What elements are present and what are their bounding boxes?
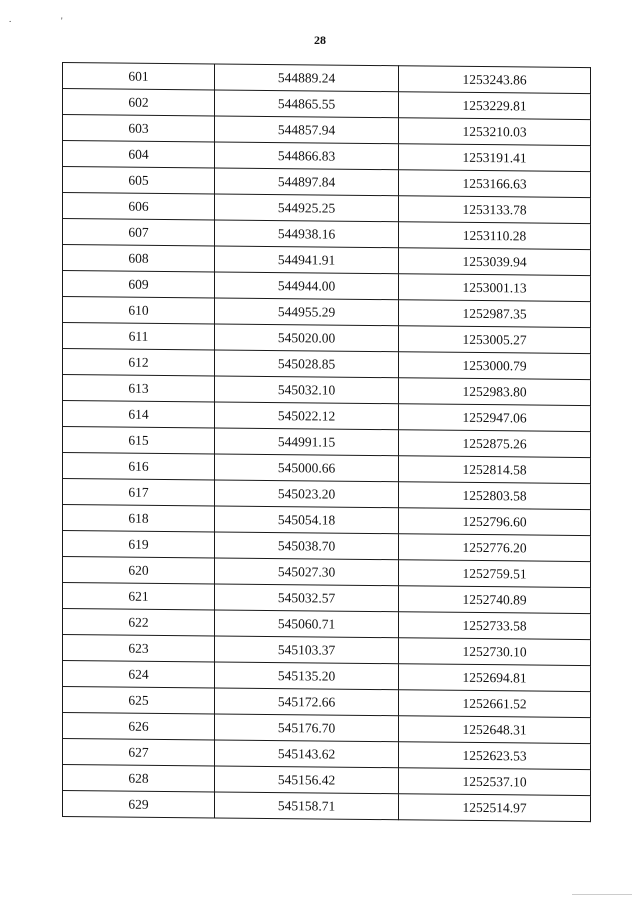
y-coordinate-cell: 1253005.27 [399, 326, 591, 354]
x-coordinate-cell: 544925.25 [215, 194, 399, 222]
table-row [63, 791, 591, 822]
point-number-cell: 624 [63, 661, 215, 688]
y-coordinate-cell: 1252987.35 [399, 300, 591, 328]
x-coordinate-cell: 545027.30 [215, 558, 399, 586]
y-coordinate-cell: 1253039.94 [399, 248, 591, 276]
point-number-cell: 616 [63, 453, 215, 480]
x-coordinate-cell: 545135.20 [215, 662, 399, 690]
x-coordinate-cell: 544866.83 [215, 142, 399, 170]
point-number-cell: 611 [63, 323, 215, 350]
point-number-cell: 608 [63, 245, 215, 272]
x-coordinate-cell: 545000.66 [215, 454, 399, 482]
coordinates-table-body [63, 63, 591, 822]
x-coordinate-cell: 544897.84 [215, 168, 399, 196]
y-coordinate-cell: 1252730.10 [399, 638, 591, 666]
x-coordinate-cell: 544889.24 [215, 64, 399, 92]
x-coordinate-cell: 544944.00 [215, 272, 399, 300]
x-coordinate-cell: 545156.42 [215, 766, 399, 794]
point-number-cell: 604 [63, 141, 215, 168]
x-coordinate-cell: 544865.55 [215, 90, 399, 118]
y-coordinate-cell: 1252875.26 [399, 430, 591, 458]
point-number-cell: 620 [63, 557, 215, 584]
y-coordinate-cell: 1253166.63 [399, 170, 591, 198]
x-coordinate-cell: 545143.62 [215, 740, 399, 768]
x-coordinate-cell: 544857.94 [215, 116, 399, 144]
point-number-cell: 627 [63, 739, 215, 766]
x-coordinate-cell: 544955.29 [215, 298, 399, 326]
point-number-cell: 613 [63, 375, 215, 402]
y-coordinate-cell: 1252796.60 [399, 508, 591, 536]
point-number-cell: 610 [63, 297, 215, 324]
y-coordinate-cell: 1253000.79 [399, 352, 591, 380]
point-number-cell: 621 [63, 583, 215, 610]
point-number-cell: 605 [63, 167, 215, 194]
point-number-cell: 614 [63, 401, 215, 428]
point-number-cell: 622 [63, 609, 215, 636]
point-number-cell: 603 [63, 115, 215, 142]
x-coordinate-cell: 545032.57 [215, 584, 399, 612]
y-coordinate-cell: 1252648.31 [399, 716, 591, 744]
x-coordinate-cell: 545054.18 [215, 506, 399, 534]
x-coordinate-cell: 545060.71 [215, 610, 399, 638]
y-coordinate-cell: 1252947.06 [399, 404, 591, 432]
y-coordinate-cell: 1252776.20 [399, 534, 591, 562]
x-coordinate-cell: 545158.71 [215, 792, 399, 820]
x-coordinate-cell: 544938.16 [215, 220, 399, 248]
point-number-cell: 609 [63, 271, 215, 298]
scan-edge-line [572, 894, 632, 895]
point-number-cell: 606 [63, 193, 215, 220]
point-number-cell: 623 [63, 635, 215, 662]
scan-mark: ' [61, 16, 63, 26]
y-coordinate-cell: 1252733.58 [399, 612, 591, 640]
y-coordinate-cell: 1253229.81 [399, 92, 591, 120]
x-coordinate-cell: 545028.85 [215, 350, 399, 378]
y-coordinate-cell: 1252514.97 [399, 794, 591, 822]
x-coordinate-cell: 544991.15 [215, 428, 399, 456]
y-coordinate-cell: 1253110.28 [399, 222, 591, 250]
x-coordinate-cell: 545023.20 [215, 480, 399, 508]
point-number-cell: 628 [63, 765, 215, 792]
point-number-cell: 625 [63, 687, 215, 714]
point-number-cell: 612 [63, 349, 215, 376]
x-coordinate-cell: 545032.10 [215, 376, 399, 404]
point-number-cell: 619 [63, 531, 215, 558]
x-coordinate-cell: 545038.70 [215, 532, 399, 560]
x-coordinate-cell: 545020.00 [215, 324, 399, 352]
point-number-cell: 629 [63, 791, 215, 818]
y-coordinate-cell: 1252537.10 [399, 768, 591, 796]
y-coordinate-cell: 1253210.03 [399, 118, 591, 146]
page-number: 28 [314, 33, 326, 47]
y-coordinate-cell: 1253191.41 [399, 144, 591, 172]
y-coordinate-cell: 1252814.58 [399, 456, 591, 484]
y-coordinate-cell: 1252983.80 [399, 378, 591, 406]
y-coordinate-cell: 1253243.86 [399, 66, 591, 94]
point-number-cell: 602 [63, 89, 215, 116]
x-coordinate-cell: 544941.91 [215, 246, 399, 274]
point-number-cell: 615 [63, 427, 215, 454]
x-coordinate-cell: 545176.70 [215, 714, 399, 742]
point-number-cell: 626 [63, 713, 215, 740]
x-coordinate-cell: 545022.12 [215, 402, 399, 430]
point-number-cell: 618 [63, 505, 215, 532]
y-coordinate-cell: 1253133.78 [399, 196, 591, 224]
y-coordinate-cell: 1252803.58 [399, 482, 591, 510]
point-number-cell: 607 [63, 219, 215, 246]
y-coordinate-cell: 1252759.51 [399, 560, 591, 588]
point-number-cell: 601 [63, 63, 215, 90]
y-coordinate-cell: 1252623.53 [399, 742, 591, 770]
coordinates-table [62, 62, 591, 822]
y-coordinate-cell: 1252740.89 [399, 586, 591, 614]
y-coordinate-cell: 1253001.13 [399, 274, 591, 302]
point-number-cell: 617 [63, 479, 215, 506]
x-coordinate-cell: 545172.66 [215, 688, 399, 716]
scan-mark: . [9, 14, 12, 24]
y-coordinate-cell: 1252661.52 [399, 690, 591, 718]
x-coordinate-cell: 545103.37 [215, 636, 399, 664]
y-coordinate-cell: 1252694.81 [399, 664, 591, 692]
